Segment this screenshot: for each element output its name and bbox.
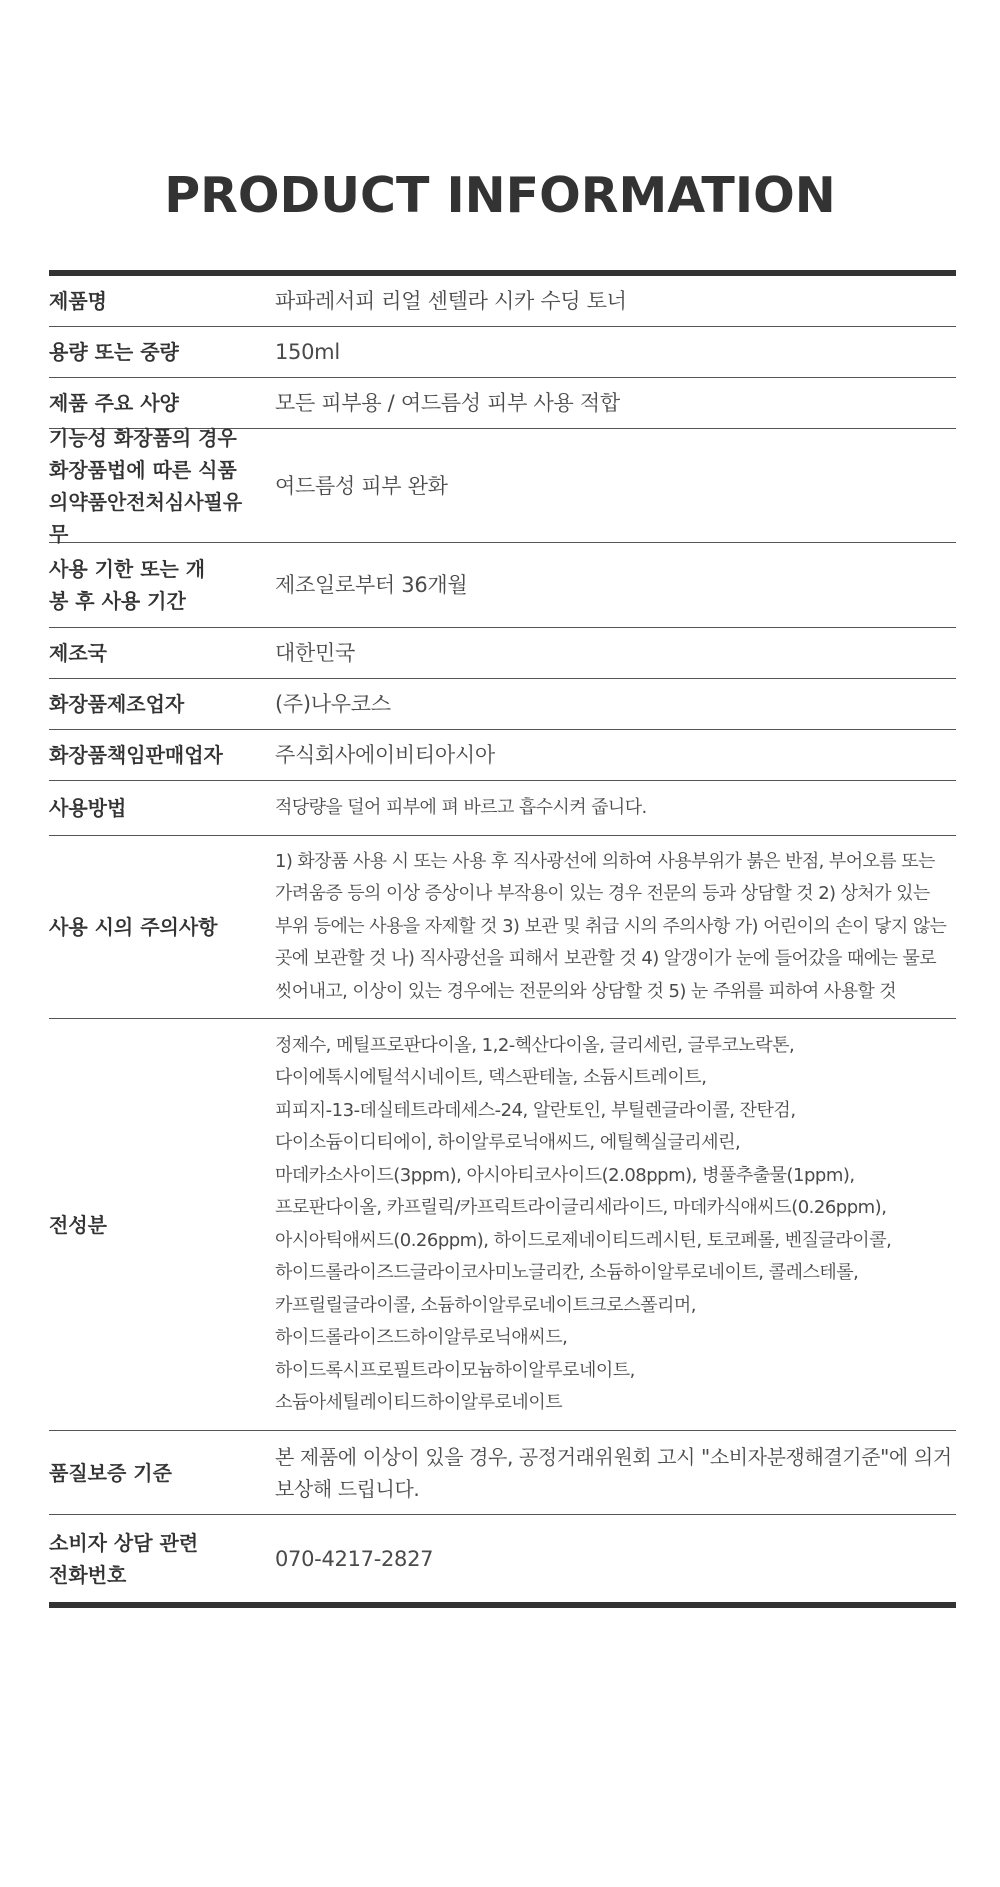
- row-label: 사용방법: [49, 796, 127, 820]
- row-label: 화장품책임판매업자: [49, 743, 223, 767]
- row-label: 전성분: [49, 1212, 107, 1237]
- table-row-usage: [49, 780, 956, 835]
- product-info-table: [49, 270, 956, 1608]
- table-row-product-name: [49, 276, 956, 326]
- row-label: 용량 또는 중량: [49, 340, 179, 364]
- table-row-caution: [49, 835, 956, 1018]
- row-label: 사용 시의 주의사항: [49, 915, 218, 939]
- table-row-ingredients: [49, 1018, 956, 1430]
- row-value: 모든 피부용 / 여드름성 피부 사용 적합: [275, 391, 620, 415]
- row-label: 제품 주요 사양: [49, 391, 179, 415]
- row-label: 사용 기한 또는 개봉 후 사용 기간: [49, 557, 206, 613]
- row-label: 소비자 상담 관련 전화번호: [49, 1530, 199, 1587]
- row-value: 여드름성 피부 완화: [275, 473, 448, 498]
- table-row-country: [49, 627, 956, 678]
- table-row-warranty: [49, 1430, 956, 1514]
- page-title: PRODUCT INFORMATION: [164, 167, 836, 224]
- row-value: 파파레서피 리얼 센텔라 시카 수딩 토너: [275, 289, 627, 313]
- table-row-manufacturer: [49, 678, 956, 729]
- row-value: 150ml: [275, 340, 340, 364]
- table-row-volume: [49, 326, 956, 377]
- row-value: 주식회사에이비티아시아: [275, 743, 495, 767]
- row-label: 제조국: [49, 641, 107, 665]
- row-value: 대한민국: [275, 641, 355, 665]
- row-label: 화장품제조업자: [49, 692, 185, 716]
- table-row-expiry: [49, 542, 956, 627]
- table-row-contact: [49, 1514, 956, 1602]
- row-label: 제품명: [49, 289, 107, 313]
- row-label: 품질보증 기준: [49, 1460, 172, 1485]
- row-value: 070-4217-2827: [275, 1546, 434, 1571]
- row-label: 기능성 화장품의 경우 화장품법에 따른 식품 의약품안전처심사필유무: [49, 425, 243, 546]
- row-value: 본 제품에 이상이 있을 경우, 공정거래위원회 고시 "소비자분쟁해결기준"에 의거 보상해 드립니다.: [275, 1444, 952, 1501]
- row-value: (주)나우코스: [275, 692, 391, 716]
- table-row-seller: [49, 729, 956, 780]
- table-row-main-spec: [49, 377, 956, 428]
- table-row-functional-review: [49, 425, 956, 546]
- row-value: 1) 화장품 사용 시 또는 사용 후 직사광선에 의하여 사용부위가 붉은 반점, 부어오름 또는 가려움증 등의 이상 증상이나 부작용이 있는 경우 전문의 등과 상담할 것 2) 상처가 있는 부위 등에는 사용을 자제할 것 3) 보관 및 취급 시의 주의사항 가) 어린이의 손이 닿지 않는 곳에 보관할 것 나) 직사광선을 피해서 보관할 것 4) 알갱이가 눈에 들어갔을 때에는 물로 씻어내고, 이상이 있는 경우에는 전문의와 상담할 것 5) 눈 주위를 피하여 사용할 것: [275, 850, 947, 1002]
- row-value: 정제수, 메틸프로판다이올, 1,2-헥산다이올, 글리세린, 글루코노락톤, 다이에톡시에틸석시네이트, 덱스판테놀, 소듐시트레이트, 피피지-13-데실테트라데세스-24, 알란토인, 부틸렌글라이콜, 잔탄검, 다이소듐이디티에이, 하이알루로닉애씨드, 에틸헥실글리세린, 마데카소사이드(3ppm), 아시아티코사이드(2.08ppm), 병풀추출물(1ppm), 프로판다이올, 카프릴릭/카프릭트라이글리세라이드, 마데카식애씨드(0.26ppm), 아시아틱애씨드(0.26ppm), 하이드로제네이티드레시틴, 토코페롤, 벤질글라이콜, 하이드롤라이즈드글라이코사미노글리칸, 소듐하이알루로네이트, 콜레스테롤, 카프릴릴글라이콜, 소듐하이알루로네이트크로스폴리머, 하이드롤라이즈드하이알루로닉애씨드, 하이드록시프로필트라이모늄하이알루로네이트, 소듐아세틸레이티드하이알루로네이트: [275, 1034, 892, 1413]
- row-value: 적당량을 덜어 피부에 펴 바르고 흡수시켜 줍니다.: [275, 796, 647, 818]
- row-value: 제조일로부터 36개월: [275, 573, 468, 597]
